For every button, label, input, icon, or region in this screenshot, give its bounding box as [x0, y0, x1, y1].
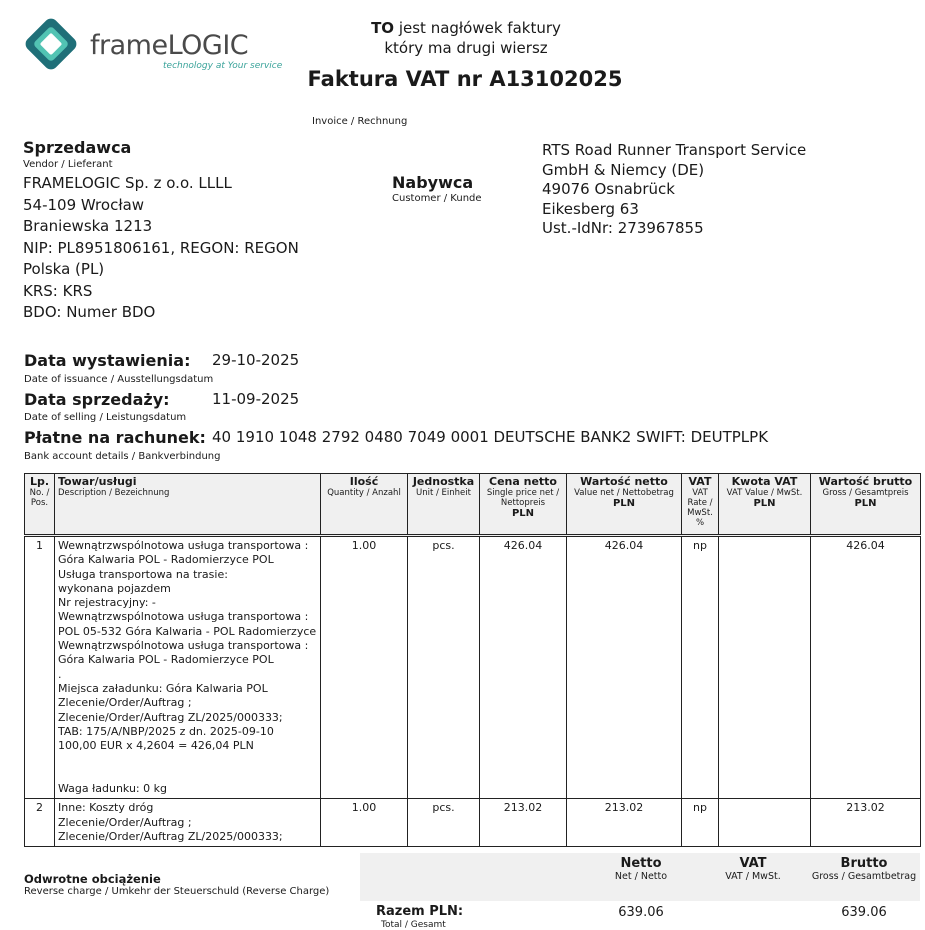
- sale-date-sublabel: Date of selling / Leistungsdatum: [24, 412, 187, 423]
- col-gross: [811, 474, 921, 536]
- row-price: 213.02: [480, 799, 567, 847]
- desc-line: .: [58, 667, 62, 681]
- logo-diamond-icon: [23, 18, 80, 72]
- col-net: [567, 474, 682, 536]
- vendor-line: Polska (PL): [23, 260, 105, 278]
- row-net: 426.04: [567, 536, 682, 799]
- col-qty-sub: Quantity / Anzahl: [327, 488, 401, 498]
- buyer-line: GmbH & Niemcy (DE): [542, 160, 705, 179]
- col-unit-sub: Unit / Einheit: [415, 488, 471, 498]
- desc-line: POL 05-532 Góra Kalwaria - POL Radomierzyce: [58, 624, 317, 638]
- desc-line: Waga ładunku: 0 kg: [58, 782, 167, 796]
- totals-gross-sub: Gross / Gesamtbetrag: [811, 871, 917, 882]
- issue-date-sublabel: Date of issuance / Ausstellungsdatum: [24, 374, 214, 385]
- vendor-sublabel: Vendor / Lieferant: [23, 159, 113, 170]
- row-unit: pcs.: [408, 799, 480, 847]
- totals-net-label: Netto: [620, 856, 662, 871]
- bank-account-value: 40 1910 1048 2792 0480 7049 0001 DEUTSCHE BANK2 SWIFT: DEUTPLPK: [212, 428, 769, 446]
- desc-line: Miejsca załadunku: Góra Kalwaria POL: [58, 681, 268, 695]
- invoice-subtitle: Invoice / Rechnung: [312, 116, 408, 127]
- vendor-line: BDO: Numer BDO: [23, 303, 156, 321]
- col-unit-label: Jednostka: [412, 475, 475, 488]
- totals-vat-label: VAT: [739, 856, 767, 871]
- col-lp-sub: No. / Pos.: [29, 488, 50, 508]
- col-vatamt-label: Kwota VAT: [731, 475, 798, 488]
- col-price-label: Cena netto: [489, 475, 557, 488]
- desc-line: wykonana pojazdem: [58, 581, 171, 595]
- row-vat-amount: [719, 799, 811, 847]
- sale-date-label: Data sprzedaży:: [24, 390, 170, 409]
- desc-line: Góra Kalwaria POL - Radomierzyce POL: [58, 553, 274, 567]
- total-label: Razem PLN:: [376, 904, 464, 919]
- total-net-value: 639.06: [618, 905, 664, 920]
- desc-line: Zlecenie/Order/Auftrag ;: [58, 696, 192, 710]
- col-gross-sub: Gross / Gesamtpreis: [822, 488, 909, 498]
- col-price-currency: PLN: [511, 508, 535, 519]
- items-table: [24, 473, 921, 847]
- note-line2: który ma drugi wiersz: [384, 39, 548, 57]
- total-sublabel: Total / Gesamt: [381, 920, 446, 930]
- col-quantity: [321, 474, 408, 536]
- row-vat-amount: [719, 536, 811, 799]
- desc-line: Nr rejestracyjny: -: [58, 596, 156, 610]
- row-price: 426.04: [480, 536, 567, 799]
- totals-net-header: [585, 856, 697, 883]
- desc-line: Wewnątrzwspólnotowa usługa transportowa :: [58, 610, 309, 624]
- table-row: [25, 799, 921, 847]
- buyer-line: RTS Road Runner Transport Service: [542, 141, 807, 159]
- buyer-address: [542, 141, 806, 239]
- reverse-charge-subtitle: Reverse charge / Umkehr der Steuerschuld (Reverse Charge): [24, 886, 330, 897]
- totals-vat-header: [708, 856, 798, 883]
- issue-date-label: Data wystawienia:: [24, 351, 191, 370]
- bank-sublabel: Bank account details / Bankverbindung: [24, 451, 221, 462]
- buyer-line: Eikesberg 63: [542, 199, 639, 218]
- buyer-line: 49076 Osnabrück: [542, 180, 675, 198]
- row-vat-rate: np: [682, 799, 719, 847]
- table-header-row: [25, 474, 921, 536]
- vendor-address: [23, 173, 299, 324]
- col-price: [480, 474, 567, 536]
- buyer-label: Nabywca: [392, 173, 474, 192]
- row-lp: 2: [25, 799, 55, 847]
- col-unit: [408, 474, 480, 536]
- row-gross: 213.02: [811, 799, 921, 847]
- desc-line: Zlecenie/Order/Auftrag ZL/2025/000333;: [58, 710, 283, 724]
- col-lp: [25, 474, 55, 536]
- row-quantity: 1.00: [321, 536, 408, 799]
- totals-gross-header: [810, 856, 918, 883]
- desc-line: Zlecenie/Order/Auftrag ;: [58, 815, 192, 829]
- vendor-line: KRS: KRS: [23, 281, 93, 300]
- desc-line: Wewnątrzwspólnotowa usługa transportowa :: [58, 639, 309, 653]
- desc-line: Inne: Koszty dróg: [58, 801, 154, 815]
- vendor-label: Sprzedawca: [23, 138, 132, 157]
- vendor-line: NIP: PL8951806161, REGON: REGON: [23, 238, 299, 257]
- col-desc-sub: Description / Bezeichnung: [58, 488, 170, 498]
- col-net-currency: PLN: [612, 498, 636, 509]
- col-net-label: Wartość netto: [580, 475, 668, 488]
- desc-line: [58, 768, 317, 782]
- desc-line: [58, 753, 317, 767]
- buyer-line: Ust.-IdNr: 273967855: [542, 219, 704, 237]
- vendor-line: 54-109 Wrocław: [23, 195, 145, 214]
- desc-line: Wewnątrzwspólnotowa usługa transportowa :: [58, 539, 309, 552]
- col-desc-label: Towar/usługi: [58, 475, 137, 488]
- col-price-sub: Single price net / Nettopreis: [486, 488, 560, 508]
- col-vatamt-currency: PLN: [753, 498, 776, 509]
- col-vatamt-sub: VAT Value / MwSt.: [726, 488, 803, 498]
- sale-date-value: 11-09-2025: [212, 390, 300, 408]
- col-description: [55, 474, 321, 536]
- buyer-sublabel: Customer / Kunde: [392, 193, 482, 204]
- col-gross-label: Wartość brutto: [818, 475, 913, 488]
- col-vat-rate: [682, 474, 719, 536]
- desc-line: Góra Kalwaria POL - Radomierzyce POL: [58, 653, 274, 667]
- vendor-line: Braniewska 1213: [23, 217, 153, 235]
- totals-vat-sub: VAT / MwSt.: [725, 871, 781, 882]
- row-description: [55, 799, 321, 847]
- issue-date-value: 29-10-2025: [212, 351, 300, 369]
- row-description: [55, 536, 321, 799]
- desc-line: TAB: 175/A/NBP/2025 z dn. 2025-09-10: [58, 724, 274, 738]
- totals-gross-label: Brutto: [840, 856, 888, 871]
- table-row: [25, 536, 921, 799]
- total-gross-value: 639.06: [841, 905, 887, 920]
- note-bold: TO: [371, 19, 395, 37]
- desc-line: 100,00 EUR x 4,2604 = 426,04 PLN: [58, 739, 254, 753]
- col-gross-currency: PLN: [854, 498, 877, 509]
- brand-name: frameLOGIC: [90, 30, 249, 61]
- col-qty-label: Ilość: [349, 475, 379, 488]
- row-net: 213.02: [567, 799, 682, 847]
- col-vat-sub: VAT Rate / MwSt. %: [687, 488, 713, 528]
- reverse-charge-title: Odwrotne obciążenie: [24, 872, 161, 886]
- desc-line: Zlecenie/Order/Auftrag ZL/2025/000333;: [58, 829, 283, 843]
- row-quantity: 1.00: [321, 799, 408, 847]
- col-vat-amount: [719, 474, 811, 536]
- brand-tagline: technology at Your service: [163, 61, 283, 71]
- invoice-title: Faktura VAT nr A13102025: [307, 67, 623, 91]
- row-gross: 426.04: [811, 536, 921, 799]
- totals-net-sub: Net / Netto: [614, 871, 668, 882]
- note-rest: jest nagłówek faktury: [394, 19, 561, 37]
- bank-label: Płatne na rachunek:: [24, 428, 206, 447]
- col-vat-label: VAT: [688, 475, 712, 488]
- invoice-header-note: [316, 18, 616, 58]
- desc-line: Usługa transportowa na trasie:: [58, 567, 228, 581]
- vendor-line: FRAMELOGIC Sp. z o.o. LLLL: [23, 174, 232, 192]
- col-net-sub: Value net / Nettobetrag: [574, 488, 674, 498]
- row-lp: 1: [25, 536, 55, 799]
- row-unit: pcs.: [408, 536, 480, 799]
- col-lp-label: Lp.: [29, 475, 50, 488]
- row-vat-rate: np: [682, 536, 719, 799]
